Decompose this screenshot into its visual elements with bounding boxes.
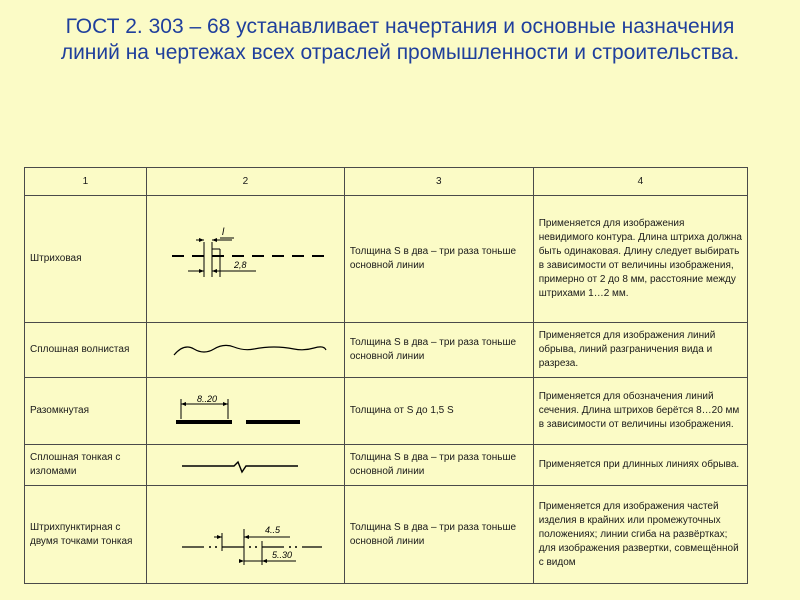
header-cell: 2 [146, 168, 344, 196]
dim-label: l [222, 226, 225, 238]
line-purpose: Применяется для обозначения линий сечения. Длина штрихов берётся 8…20 мм в зависимости от величины изображения. [533, 378, 747, 445]
dim-label: 5..30 [272, 549, 293, 560]
header-cell: 1 [25, 168, 147, 196]
dim-label: 2,8 [234, 259, 247, 270]
open-line-icon [148, 379, 342, 444]
line-drawing-cell [146, 196, 344, 323]
wavy-line-icon [148, 324, 342, 377]
dashed-line-icon [148, 197, 342, 322]
table-row [25, 445, 748, 486]
line-drawing-cell [146, 486, 344, 584]
line-purpose: Применяется для изображения невидимого контура. Длина штриха должна быть одинаковая. Длину следует выбирать в зависимости от величины изображения, примерно от 2 до 8 мм, расстояние между штрихами 1…2 мм. [533, 196, 747, 323]
line-name: Сплошная тонкая с изломами [25, 445, 147, 486]
table-header-row [25, 168, 748, 196]
table-row [25, 323, 748, 378]
header-cell: 3 [344, 168, 533, 196]
table-row [25, 196, 748, 323]
line-thickness: Толщина S в два – три раза тоньше основной линии [344, 323, 533, 378]
table-row [25, 486, 748, 584]
slide-title: ГОСТ 2. 303 – 68 устанавливает начертания и основные назначения линий на чертежах всех отраслей промышленности и строительства. [60, 15, 740, 64]
line-name: Штрихпунктирная с двумя точками тонкая [25, 486, 147, 584]
header-cell: 4 [533, 168, 747, 196]
dim-label: 8..20 [197, 393, 218, 404]
line-thickness: Толщина S в два – три раза тоньше основной линии [344, 445, 533, 486]
line-name: Штриховая [25, 196, 147, 323]
line-name: Разомкнутая [25, 378, 147, 445]
dash-double-dot-line-icon [148, 487, 342, 583]
line-purpose: Применяется при длинных линиях обрыва. [533, 445, 747, 486]
line-purpose: Применяется для изображения частей изделия в крайних или промежуточных положениях; линии сгиба на развёртках; для изображения развертки, совмещённой с видом [533, 486, 747, 584]
line-thickness: Толщина S в два – три раза тоньше основной линии [344, 196, 533, 323]
line-drawing-cell [146, 445, 344, 486]
line-types-table [24, 167, 748, 584]
line-drawing-cell [146, 323, 344, 378]
line-thickness: Толщина от S до 1,5 S [344, 378, 533, 445]
line-name: Сплошная волнистая [25, 323, 147, 378]
line-thickness: Толщина S в два – три раза тоньше основной линии [344, 486, 533, 584]
table-row [25, 378, 748, 445]
line-purpose: Применяется для изображения линий обрыва, линий разграничения вида и разреза. [533, 323, 747, 378]
line-drawing-cell [146, 378, 344, 445]
dim-label: 4..5 [265, 524, 281, 535]
zigzag-line-icon [148, 446, 342, 485]
